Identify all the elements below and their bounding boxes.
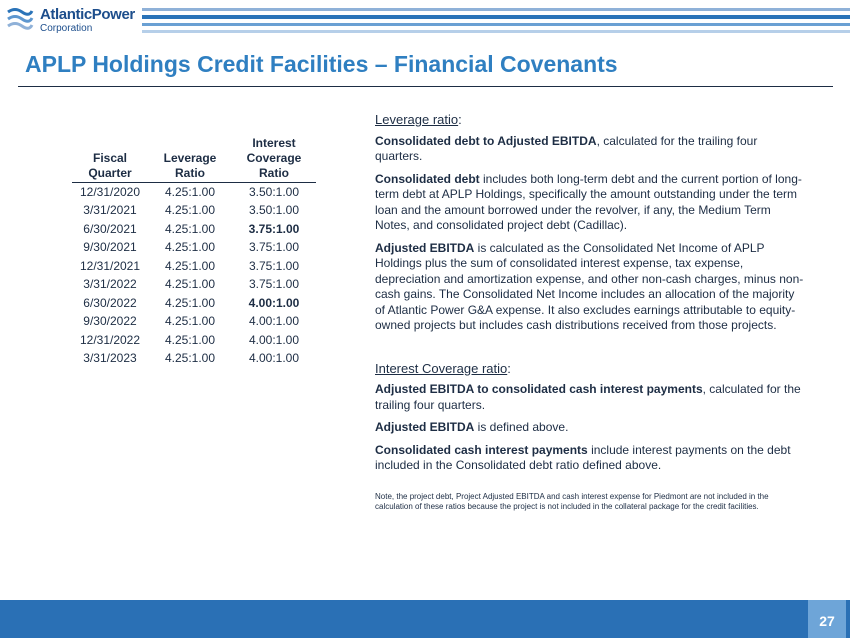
table-row: [72, 312, 316, 331]
adjusted-ebitda-definition: Adjusted EBITDA is calculated as the Consolidated Net Income of APLP Holdings plus the sum of consolidated interest expense, tax expense, depreciation and amortization expense, and other non-cash charges, minus non-cash gains. The Consolidated Net Income includes an allocation of the majority of Atlantic Power G&A expense. It also excludes earnings attributable to equity-owned projects but includes cash distributions received from those projects.: [375, 240, 804, 332]
quarter-cell: 3/31/2021: [83, 203, 137, 218]
coverage-cell: 4.00:1.00: [248, 314, 300, 329]
leverage-cell: 4.25:1.00: [164, 332, 216, 347]
company-logo: [0, 0, 142, 38]
table-header-row: [72, 136, 316, 183]
quarter-cell: 12/31/2021: [79, 258, 141, 273]
column-header-quarter: Fiscal Quarter: [72, 136, 148, 183]
consolidated-debt-definition: Consolidated debt includes both long-term debt and the current portion of long-term debt at APLP Holdings, specifically the amount outstanding under the term loan and the amount borrowed under the revolver, if any, the Medium Term Notes, and consolidated project debt (Cadillac).: [375, 171, 802, 232]
coverage-heading: Interest Coverage ratio:: [375, 360, 511, 376]
leverage-definition: Consolidated debt to Adjusted EBITDA, calculated for the trailing four quarters.: [375, 133, 758, 163]
leverage-cell: 4.25:1.00: [164, 258, 216, 273]
table-row: [72, 331, 316, 350]
quarter-cell: 3/31/2023: [83, 351, 137, 366]
table-row: [72, 201, 316, 220]
title-divider: [18, 86, 833, 87]
leverage-cell: 4.25:1.00: [164, 314, 216, 329]
leverage-cell: 4.25:1.00: [164, 240, 216, 255]
coverage-cell: 3.50:1.00: [248, 185, 300, 199]
ebitda-reference: Adjusted EBITDA is defined above.: [375, 420, 569, 434]
coverage-cell: 4.00:1.00: [248, 332, 300, 347]
table-row: [72, 238, 316, 257]
page-number: 27: [808, 600, 846, 638]
cash-interest-definition: Consolidated cash interest payments include interest payments on the debt included in the Consolidated debt ratio defined above.: [375, 442, 791, 472]
table-row: [72, 220, 316, 239]
quarter-cell: 9/30/2022: [83, 314, 137, 329]
column-header-leverage: Leverage Ratio: [148, 136, 232, 183]
coverage-cell: 3.75:1.00: [248, 240, 300, 255]
leverage-cell: 4.25:1.00: [164, 203, 216, 218]
coverage-cell: 4.00:1.00: [248, 351, 300, 366]
quarter-cell: 3/31/2022: [83, 277, 137, 292]
coverage-cell: 3.75:1.00: [248, 258, 300, 273]
covenant-table: [72, 136, 316, 368]
logo-wave-icon: [6, 6, 34, 32]
quarter-cell: 9/30/2021: [83, 240, 137, 255]
table-row: [72, 257, 316, 276]
table-body: [72, 183, 316, 368]
table-row: [72, 183, 316, 202]
coverage-cell: 3.75:1.00: [248, 277, 300, 292]
coverage-cell: 4.00:1.00: [248, 295, 300, 310]
leverage-cell: 4.25:1.00: [164, 295, 216, 310]
leverage-cell: 4.25:1.00: [164, 277, 216, 292]
table-row: [72, 294, 316, 313]
logo-name: AtlanticPower: [40, 6, 135, 23]
quarter-cell: 12/31/2020: [79, 185, 141, 199]
table-row: [72, 275, 316, 294]
coverage-definition: Adjusted EBITDA to consolidated cash interest payments, calculated for the trailing four quarters.: [375, 382, 801, 412]
footnote: Note, the project debt, Project Adjusted EBITDA and cash interest expense for Piedmont are not included in the calculation of these ratios because the project is not included in the collateral package for the credit facilities.: [375, 491, 769, 511]
footer-bar: [0, 600, 850, 638]
quarter-cell: 6/30/2022: [83, 295, 137, 310]
logo-subtitle: Corporation: [40, 23, 93, 34]
leverage-heading: Leverage ratio:: [375, 112, 462, 127]
definitions-panel: [375, 112, 805, 513]
coverage-cell: 3.50:1.00: [248, 203, 300, 218]
page-title: APLP Holdings Credit Facilities – Financial Covenants: [25, 51, 618, 77]
leverage-cell: 4.25:1.00: [164, 351, 216, 366]
coverage-cell: 3.75:1.00: [248, 221, 300, 236]
table-row: [72, 349, 316, 368]
quarter-cell: 12/31/2022: [79, 332, 141, 347]
leverage-cell: 4.25:1.00: [164, 221, 216, 236]
quarter-cell: 6/30/2021: [83, 221, 137, 236]
column-header-coverage: Interest Coverage Ratio: [232, 136, 316, 183]
leverage-cell: 4.25:1.00: [164, 185, 216, 199]
